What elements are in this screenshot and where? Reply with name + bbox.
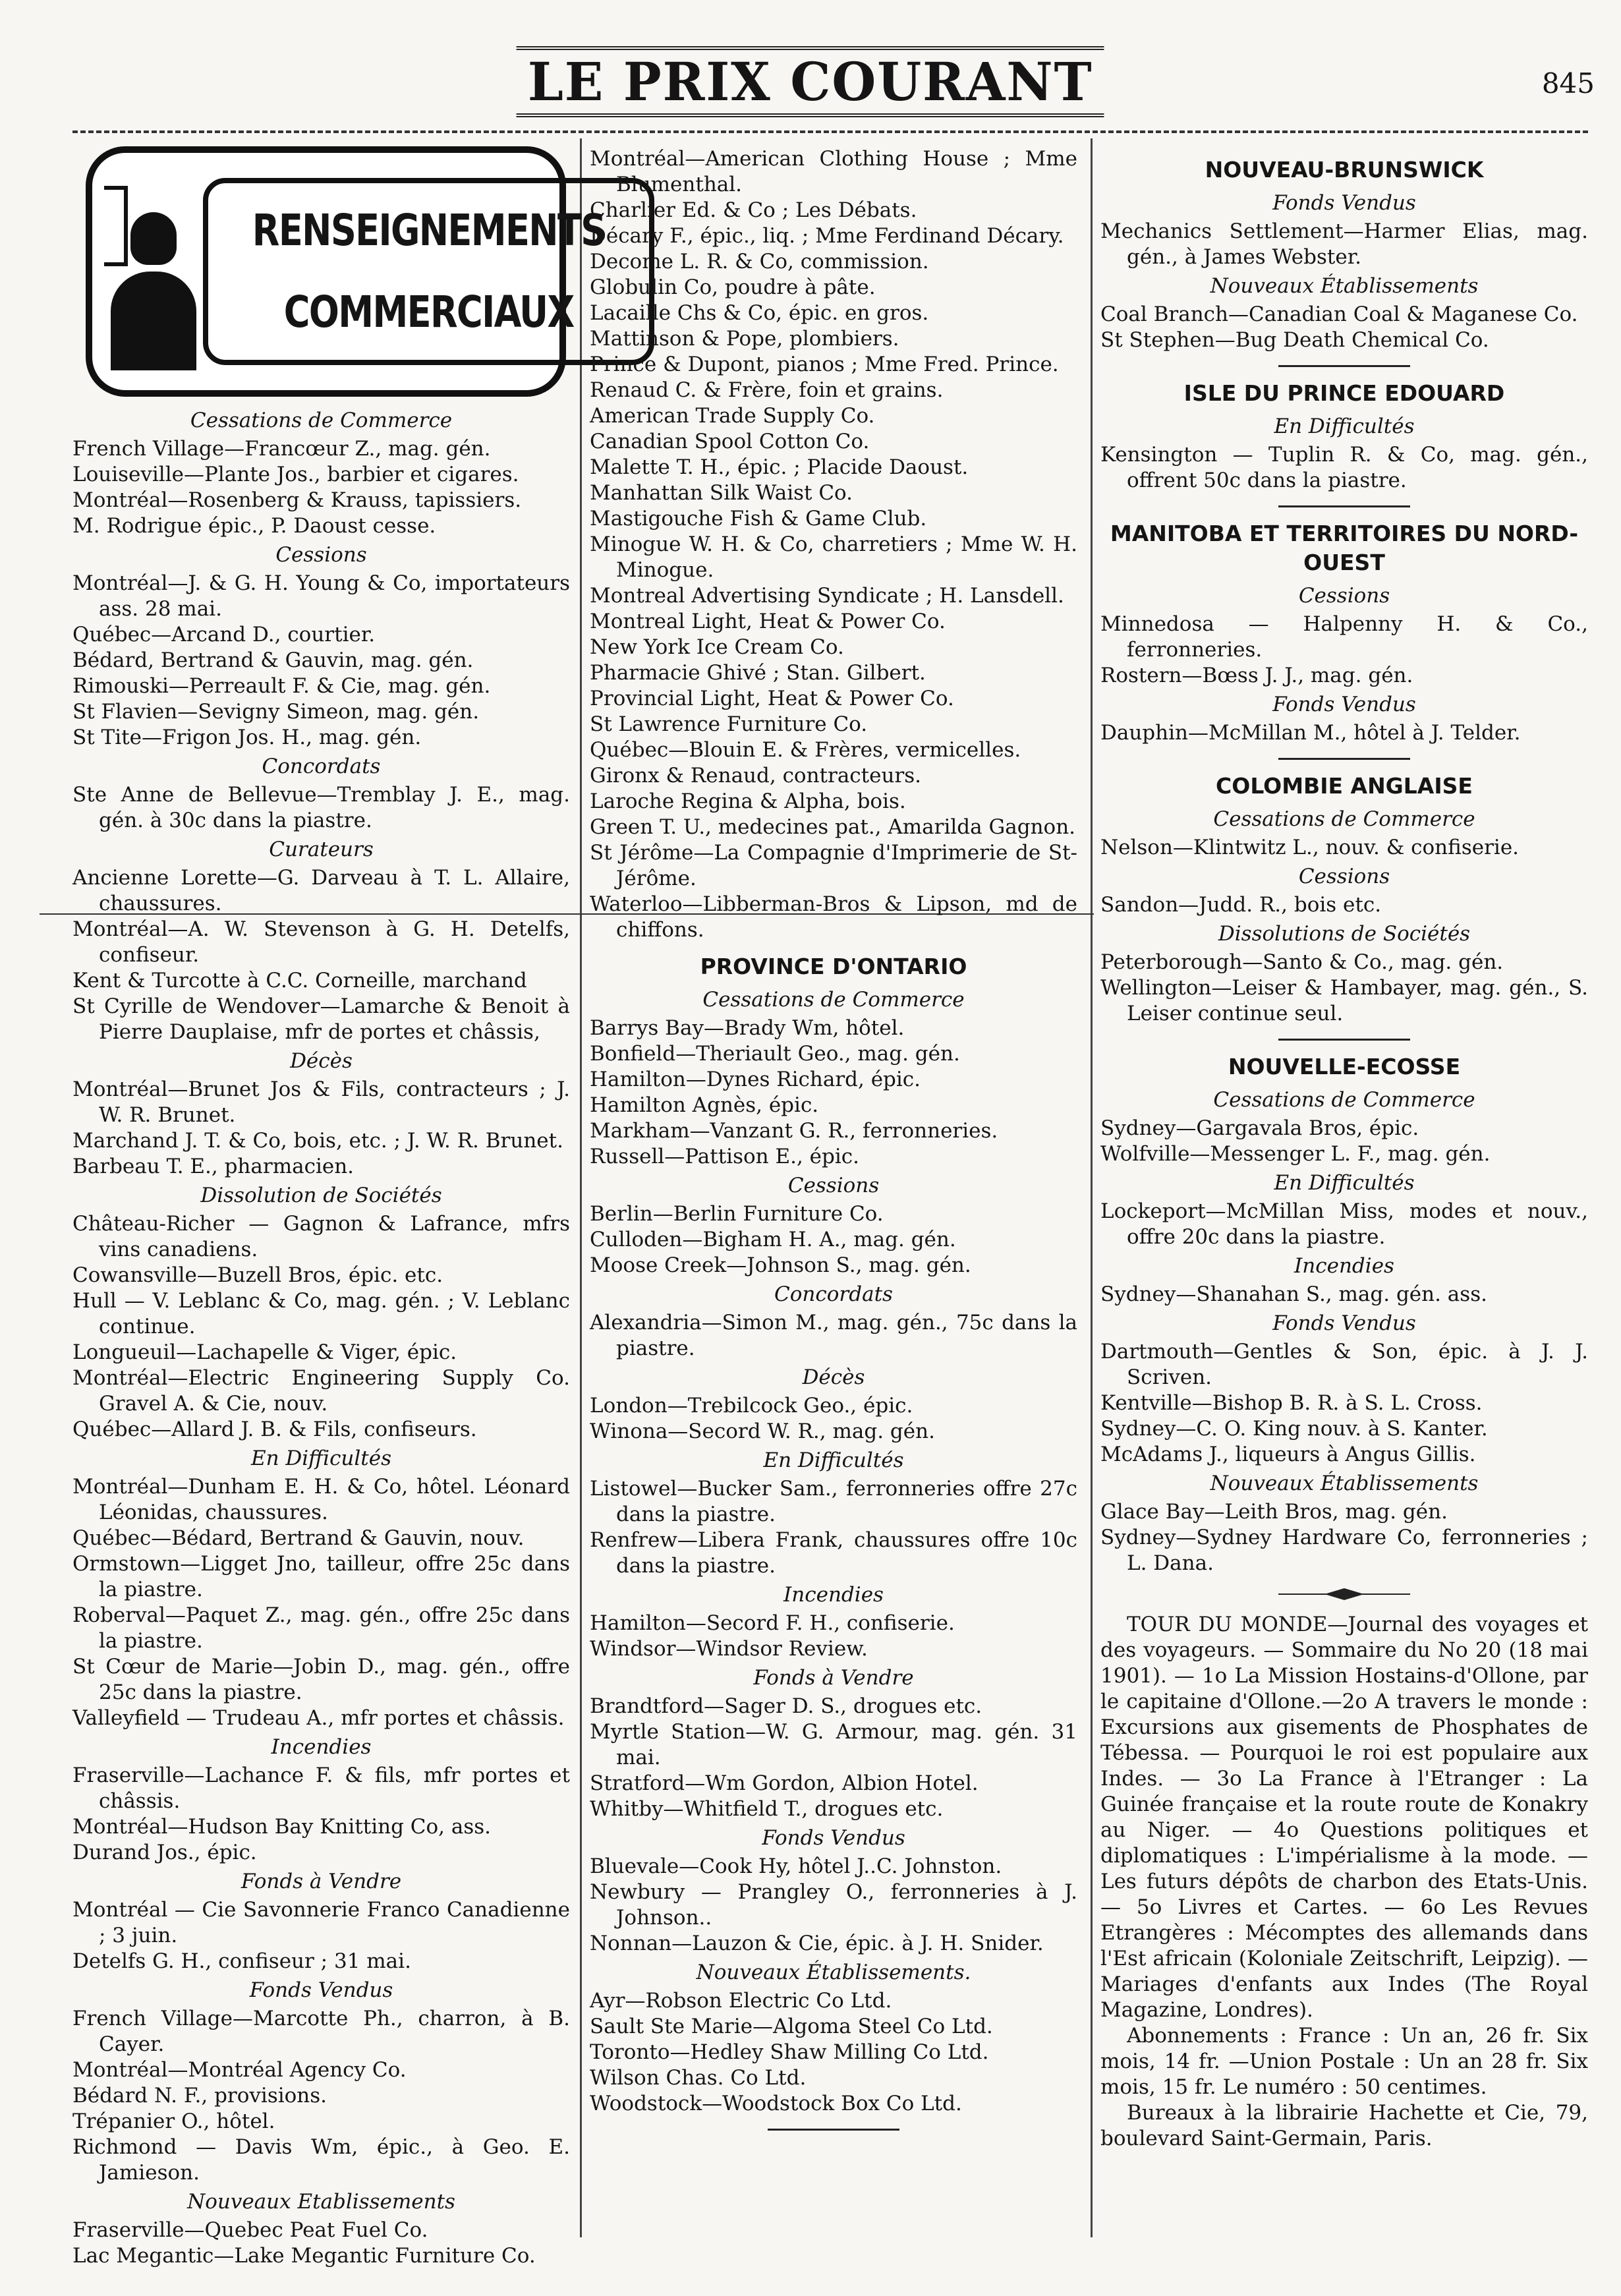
list-item: Renaud C. & Frère, foin et grains. <box>590 378 944 402</box>
list-item: Roberval—Paquet Z., mag. gén., offre 25c dans la piastre. <box>72 1603 570 1653</box>
list-item: Provincial Light, Heat & Power Co. <box>590 687 954 710</box>
section-heading: Cessations de Commerce <box>1213 1088 1475 1112</box>
list-item: Montréal—Brunet Jos & Fils, contracteurs ; J. W. R. Brunet. <box>72 1077 570 1127</box>
list-item: Stratford—Wm Gordon, Albion Hotel. <box>590 1771 979 1795</box>
list-item: London—Trebilcock Geo., épic. <box>590 1394 913 1418</box>
list-item: Minnedosa — Halpenny H. & Co., ferronneries. <box>1100 612 1588 662</box>
section-heading: Dissolutions de Sociétés <box>1218 922 1471 946</box>
section-heading: Nouveaux Etablissements <box>187 2190 455 2214</box>
list-item: Mastigouche Fish & Game Club. <box>590 507 927 531</box>
column-divider <box>580 138 582 2237</box>
renseignements-commerciaux-logo <box>86 146 606 397</box>
section-heading: Cessions <box>787 1174 880 1197</box>
section-heading: Cessions <box>1298 584 1390 608</box>
list-item: St Stephen—Bug Death Chemical Co. <box>1100 328 1489 352</box>
list-item: Ste Anne de Bellevue—Tremblay J. E., mag. gén. à 30c dans la piastre. <box>72 783 570 832</box>
section-heading: Fonds Vendus <box>1272 1311 1416 1335</box>
section-heading: Incendies <box>783 1583 884 1607</box>
section-heading: Cessations de Commerce <box>190 409 453 432</box>
list-item: Fraserville—Quebec Peat Fuel Co. <box>72 2218 428 2242</box>
province-heading: COLOMBIE ANGLAISE <box>1216 773 1473 799</box>
list-item: Château-Richer — Gagnon & Lafrance, mfrs vins canadiens. <box>72 1212 570 1261</box>
list-item: Montreal Light, Heat & Power Co. <box>590 610 946 633</box>
ornament-icon <box>1278 1584 1410 1604</box>
list-item: Decome L. R. & Co, commission. <box>590 250 929 273</box>
list-item: Wilson Chas. Co Ltd. <box>590 2066 807 2090</box>
column-3 <box>1100 146 1588 2237</box>
list-item: Manhattan Silk Waist Co. <box>590 481 853 505</box>
list-item: French Village—Marcotte Ph., charron, à B. Cayer. <box>72 2007 570 2056</box>
list-item: Brandtford—Sager D. S., drogues etc. <box>590 1694 982 1718</box>
list-item: Peterborough—Santo & Co., mag. gén. <box>1100 950 1504 974</box>
province-heading: ISLE DU PRINCE EDOUARD <box>1183 380 1505 406</box>
column-3-entries <box>1100 156 1588 2152</box>
list-item: Globulin Co, poudre à pâte. <box>590 275 876 299</box>
list-item: St Flavien—Sevigny Simeon, mag. gén. <box>72 700 480 724</box>
list-item: St Lawrence Furniture Co. <box>590 712 868 736</box>
list-item: Ormstown—Ligget Jno, tailleur, offre 25c dans la piastre. <box>72 1552 570 1601</box>
list-item: Coal Branch—Canadian Coal & Maganese Co. <box>1100 302 1578 326</box>
section-heading: En Difficultés <box>250 1447 392 1470</box>
list-item: Barrys Bay—Brady Wm, hôtel. <box>590 1016 905 1040</box>
section-heading: Fonds à Vendre <box>753 1666 914 1690</box>
column-2 <box>590 146 1077 2237</box>
list-item: Barbeau T. E., pharmacien. <box>72 1155 355 1178</box>
list-item: Valleyfield — Trudeau A., mfr portes et châssis. <box>72 1706 565 1730</box>
list-item: Ancienne Lorette—G. Darveau à T. L. Allaire, chaussures. <box>72 866 570 915</box>
list-item: Sydney—C. O. King nouv. à S. Kanter. <box>1100 1417 1488 1441</box>
column-divider <box>1091 138 1093 2237</box>
logo-line-1: RENSEIGNEMENTS <box>252 205 606 256</box>
list-item: Renfrew—Libera Frank, chaussures offre 10c dans la piastre. <box>590 1528 1077 1578</box>
list-item: Pharmacie Ghivé ; Stan. Gilbert. <box>590 661 926 685</box>
list-item: Green T. U., medecines pat., Amarilda Gagnon. <box>590 815 1076 839</box>
list-item: Montréal — Cie Savonnerie Franco Canadienne ; 3 juin. <box>72 1898 570 1947</box>
list-item: Montreal Advertising Syndicate ; H. Lansdell. <box>590 584 1064 608</box>
list-item: Québec—Arcand D., courtier. <box>72 623 376 646</box>
list-item: Nonnan—Lauzon & Cie, épic. à J. H. Snider. <box>590 1932 1044 1955</box>
section-heading: Fonds Vendus <box>762 1826 905 1850</box>
list-item: New York Ice Cream Co. <box>590 635 844 659</box>
list-item: Charlier Ed. & Co ; Les Débats. <box>590 198 917 222</box>
list-item: Myrtle Station—W. G. Armour, mag. gén. 31 mai. <box>590 1720 1077 1769</box>
list-item: French Village—Francœur Z., mag. gén. <box>72 437 491 461</box>
section-heading: Dissolution de Sociétés <box>200 1184 442 1207</box>
section-heading: Fonds à Vendre <box>241 1870 402 1893</box>
list-item: Sydney—Sydney Hardware Co, ferronneries ; L. Dana. <box>1100 1526 1588 1575</box>
paragraph: Bureaux à la librairie Hachette et Cie, 79, boulevard Saint-Germain, Paris. <box>1100 2101 1588 2150</box>
section-rule <box>1278 505 1410 507</box>
section-heading: Curateurs <box>269 838 374 861</box>
masthead <box>0 46 1621 119</box>
list-item: Malette T. H., épic. ; Placide Daoust. <box>590 455 969 479</box>
list-item: Dartmouth—Gentles & Son, épic. à J. J. Scriven. <box>1100 1340 1588 1389</box>
list-item: Fraserville—Lachance F. & fils, mfr portes et châssis. <box>72 1764 570 1813</box>
list-item: Montréal—A. W. Stevenson à G. H. Detelfs, confiseur. <box>72 917 570 967</box>
province-heading: PROVINCE D'ONTARIO <box>700 954 967 979</box>
list-item: Minogue W. H. & Co, charretiers ; Mme W. H. Minogue. <box>590 532 1077 582</box>
province-heading: NOUVELLE-ECOSSE <box>1228 1054 1461 1079</box>
list-item: Listowel—Bucker Sam., ferronneries offre 27c dans la piastre. <box>590 1477 1077 1526</box>
section-rule <box>1278 365 1410 367</box>
section-heading: Nouveaux Établissements. <box>696 1961 971 1984</box>
section-heading: Fonds Vendus <box>249 1978 393 2002</box>
list-item: Cowansville—Buzell Bros, épic. etc. <box>72 1263 443 1287</box>
list-item: Russell—Pattison E., épic. <box>590 1145 859 1168</box>
list-item: St Jérôme—La Compagnie d'Imprimerie de St-Jérôme. <box>590 841 1077 890</box>
paragraph: Abonnements : France : Un an, 26 fr. Six mois, 14 fr. —Union Postale : Un an 28 fr. Six mois, 15 fr. Le numéro : 50 centimes. <box>1100 2024 1588 2099</box>
list-item: Montréal—J. & G. H. Young & Co, importateurs ass. 28 mai. <box>72 571 570 621</box>
logo-line-2: COMMERCIAUX <box>283 287 574 337</box>
section-heading: Nouveaux Établissements <box>1210 1472 1479 1495</box>
list-item: Mechanics Settlement—Harmer Elias, mag. gén., à James Webster. <box>1100 219 1588 269</box>
column-1-entries <box>72 406 570 2269</box>
list-item: Hamilton—Secord F. H., confiserie. <box>590 1611 955 1635</box>
list-item: Markham—Vanzant G. R., ferronneries. <box>590 1119 998 1143</box>
list-item: Sandon—Judd. R., bois etc. <box>1100 893 1382 917</box>
list-item: Montréal—American Clothing House ; Mme Blumenthal. <box>590 147 1077 196</box>
section-heading: Fonds Vendus <box>1272 191 1416 215</box>
list-item: Marchand J. T. & Co, bois, etc. ; J. W. R. Brunet. <box>72 1129 563 1153</box>
list-item: American Trade Supply Co. <box>590 404 875 428</box>
province-heading: MANITOBA ET TERRITOIRES DU NORD-OUEST <box>1110 521 1579 575</box>
section-rule <box>768 2129 899 2131</box>
list-item: Bédard N. F., provisions. <box>72 2084 327 2108</box>
list-item: McAdams J., liqueurs à Angus Gillis. <box>1100 1443 1476 1466</box>
list-item: Kensington — Tuplin R. & Co, mag. gén., offrent 50c dans la piastre. <box>1100 443 1588 492</box>
section-heading: Décès <box>802 1365 865 1389</box>
list-item: Alexandria—Simon M., mag. gén., 75c dans la piastre. <box>590 1311 1077 1360</box>
list-item: Québec—Blouin E. & Frères, vermicelles. <box>590 738 1021 762</box>
list-item: Montréal—Hudson Bay Knitting Co, ass. <box>72 1815 492 1839</box>
paragraph: TOUR DU MONDE—Journal des voyages et des voyageurs. — Sommaire du No 20 (18 mai 1901). — 1o La Mission Hostains-d'Ollone, par le capitaine d'Ollone.—2o A travers le monde : Excursions aux gisements de Phosphates de Tébessa. — Pourquoi le roi est populaire aux Indes. — 3o La France à l'Etranger : La Guinée française et la route route de Konakry au Niger. — 4o Questions politiques et diplomatiques : L'impérialisme à la mode. — Les futurs dépôts de charbon des Etats-Unis. — 5o Livres et Cartes. — 6o Les Revues Etrangères : Mécomptes des allemands dans l'Est africain (Koloniale Zeitschrift, Leipzig). — Mariages d'enfants aux Indes (The Royal Magazine, Londres). <box>1100 1613 1588 2022</box>
list-item: Hull — V. Leblanc & Co, mag. gén. ; V. Leblanc continue. <box>72 1289 570 1338</box>
list-item: St Cyrille de Wendover—Lamarche & Benoit à Pierre Dauplaise, mfr de portes et châssis, <box>72 994 570 1044</box>
list-item: Mattinson & Pope, plombiers. <box>590 327 899 351</box>
section-heading: Nouveaux Établissements <box>1210 274 1479 298</box>
list-item: Nelson—Klintwitz L., nouv. & confiserie. <box>1100 836 1520 859</box>
masthead-title: LE PRIX COURANT <box>517 46 1104 117</box>
list-item: Moose Creek—Johnson S., mag. gén. <box>590 1253 971 1277</box>
list-item: Waterloo—Libberman-Bros & Lipson, md de chiffons. <box>590 892 1077 942</box>
section-heading: En Difficultés <box>763 1449 904 1472</box>
logo-words <box>203 178 654 365</box>
list-item: Rostern—Bœss J. J., mag. gén. <box>1100 664 1413 687</box>
section-heading: Incendies <box>271 1735 372 1759</box>
list-item: Prince & Dupont, pianos ; Mme Fred. Prince. <box>590 353 1059 376</box>
list-item: Montréal—Electric Engineering Supply Co. Gravel A. & Cie, nouv. <box>72 1366 570 1416</box>
list-item: Lacaille Chs & Co, épic. en gros. <box>590 301 929 325</box>
list-item: Hamilton Agnès, épic. <box>590 1093 819 1117</box>
list-item: Whitby—Whitfield T., drogues etc. <box>590 1797 944 1821</box>
section-heading: Cessations de Commerce <box>702 988 965 1012</box>
section-heading: Cessions <box>275 543 367 567</box>
list-item: Glace Bay—Leith Bros, mag. gén. <box>1100 1500 1448 1524</box>
province-heading: NOUVEAU-BRUNSWICK <box>1205 157 1484 183</box>
list-item: M. Rodrigue épic., P. Daoust cesse. <box>72 514 436 538</box>
list-item: Montréal—Rosenberg & Krauss, tapissiers. <box>72 488 522 512</box>
list-item: Newbury — Prangley O., ferronneries à J. Johnson.. <box>590 1880 1077 1930</box>
list-item: St Cœur de Marie—Jobin D., mag. gén., offre 25c dans la piastre. <box>72 1655 570 1704</box>
list-item: Laroche Regina & Alpha, bois. <box>590 789 906 813</box>
list-item: Montréal—Montréal Agency Co. <box>72 2058 407 2082</box>
list-item: Bonfield—Theriault Geo., mag. gén. <box>590 1042 960 1066</box>
list-item: Berlin—Berlin Furniture Co. <box>590 1202 884 1226</box>
column-2-entries <box>590 146 1077 2131</box>
list-item: Ayr—Robson Electric Co Ltd. <box>590 1989 892 2013</box>
section-rule <box>1278 1039 1410 1041</box>
list-item: Toronto—Hedley Shaw Milling Co Ltd. <box>590 2040 989 2064</box>
list-item: Richmond — Davis Wm, épic., à Geo. E. Jamieson. <box>72 2135 570 2185</box>
list-item: Wellington—Leiser & Hambayer, mag. gén., S. Leiser continue seul. <box>1100 976 1588 1025</box>
section-heading: En Difficultés <box>1274 1171 1415 1195</box>
list-item: Dauphin—McMillan M., hôtel à J. Telder. <box>1100 721 1521 745</box>
list-item: Gironx & Renaud, contracteurs. <box>590 764 922 788</box>
list-item: Décary F., épic., liq. ; Mme Ferdinand Décary. <box>590 224 1064 248</box>
section-heading: Concordats <box>262 755 381 778</box>
section-heading: Cessations de Commerce <box>1213 807 1475 831</box>
list-item: Detelfs G. H., confiseur ; 31 mai. <box>72 1949 411 1973</box>
list-item: Winona—Secord W. R., mag. gén. <box>590 1420 935 1443</box>
list-item: Québec—Allard J. B. & Fils, confiseurs. <box>72 1418 477 1441</box>
list-item: Bédard, Bertrand & Gauvin, mag. gén. <box>72 648 474 672</box>
list-item: Durand Jos., épic. <box>72 1841 257 1864</box>
list-item: Québec—Bédard, Bertrand & Gauvin, nouv. <box>72 1526 525 1550</box>
clerk-figure-icon <box>104 173 203 370</box>
list-item: Sydney—Gargavala Bros, épic. <box>1100 1116 1419 1140</box>
section-heading: Décès <box>290 1049 353 1073</box>
list-item: Canadian Spool Cotton Co. <box>590 430 870 453</box>
list-item: Sydney—Shanahan S., mag. gén. ass. <box>1100 1282 1487 1306</box>
list-item: Wolfville—Messenger L. F., mag. gén. <box>1100 1142 1491 1166</box>
list-item: St Tite—Frigon Jos. H., mag. gén. <box>72 726 422 749</box>
header-rule <box>72 130 1588 133</box>
list-item: Sault Ste Marie—Algoma Steel Co Ltd. <box>590 2015 993 2038</box>
list-item: Lac Megantic—Lake Megantic Furniture Co. <box>72 2244 536 2268</box>
list-item: Lockeport—McMillan Miss, modes et nouv., offre 20c dans la piastre. <box>1100 1199 1588 1249</box>
list-item: Hamilton—Dynes Richard, épic. <box>590 1068 921 1091</box>
list-item: Bluevale—Cook Hy, hôtel J..C. Johnston. <box>590 1854 1002 1878</box>
section-heading: Cessions <box>1298 865 1390 888</box>
section-heading: En Difficultés <box>1274 415 1415 438</box>
list-item: Culloden—Bigham H. A., mag. gén. <box>590 1228 956 1251</box>
list-item: Trépanier O., hôtel. <box>72 2109 275 2133</box>
page-number: 845 <box>1541 67 1595 100</box>
list-item: Montréal—Dunham E. H. & Co, hôtel. Léonard Léonidas, chaussures. <box>72 1475 570 1524</box>
list-item: Louiseville—Plante Jos., barbier et cigares. <box>72 463 519 486</box>
list-item: Woodstock—Woodstock Box Co Ltd. <box>590 2092 962 2115</box>
section-heading: Concordats <box>774 1282 893 1306</box>
section-heading: Incendies <box>1294 1254 1394 1278</box>
list-item: Kentville—Bishop B. R. à S. L. Cross. <box>1100 1391 1483 1415</box>
list-item: Windsor—Windsor Review. <box>590 1637 868 1661</box>
section-rule <box>1278 758 1410 760</box>
list-item: Kent & Turcotte à C.C. Corneille, marchand <box>72 969 527 992</box>
column-1 <box>72 146 606 2268</box>
section-heading: Fonds Vendus <box>1272 693 1416 716</box>
list-item: Rimouski—Perreault F. & Cie, mag. gén. <box>72 674 491 698</box>
list-item: Longueuil—Lachapelle & Viger, épic. <box>72 1340 457 1364</box>
